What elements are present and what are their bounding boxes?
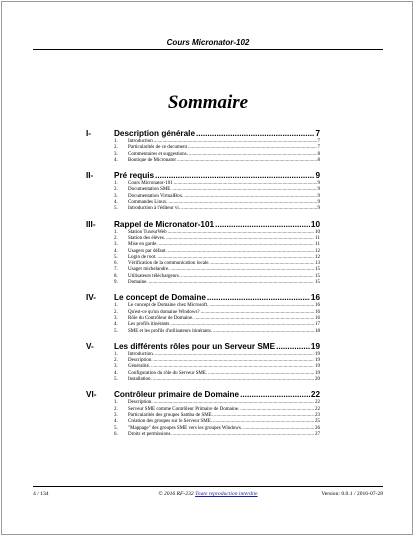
toc-subsection-number: 8. [114, 273, 118, 279]
toc-dot-leader [196, 128, 314, 139]
toc-subsection-page: 9 [317, 187, 320, 193]
toc-subsection-entry[interactable] [86, 280, 320, 286]
toc-subsection-title: Description. [128, 400, 153, 406]
toc-section-title: Le concept de Domaine [114, 293, 206, 303]
toc-subsection-page: 16 [315, 303, 320, 309]
toc-subsection-page: 12 [315, 248, 320, 254]
toc-subsection-title: Description. [128, 358, 153, 364]
toc-subsection-title: Login de root. [128, 254, 157, 260]
footer-rule [33, 486, 383, 487]
toc-subsection-page: 15 [315, 273, 320, 279]
toc-subsection-title: Création des groupes sur le Serveur SME. [128, 419, 213, 425]
toc-subsection-page: 11 [315, 242, 320, 248]
toc-subsection-number: 2. [114, 145, 118, 151]
toc-subsection-title: "Mappage" des groupes SME vers les groupes Windows. [128, 425, 243, 431]
toc-subsection-title: Introduction. [128, 351, 154, 357]
toc-subsection-title: Usager michelandre. [128, 267, 170, 273]
toc-subsection-page: 25 [315, 419, 320, 425]
toc-section-title: Contrôleur primaire de Domaine [114, 390, 240, 400]
toc-dot-leader [155, 170, 314, 181]
toc-subsection-number: 4. [114, 370, 118, 376]
toc-subsection-number: 4. [114, 157, 118, 163]
toc-subsection-page: 19 [315, 370, 320, 376]
toc-subsection-title: Introduction à l'éditeur vi. [128, 206, 180, 212]
toc-subsection-number: 4. [114, 322, 118, 328]
toc-section-title: Les différents rôles pour un Serveur SME [114, 341, 276, 351]
toc-subsection-number: 1. [114, 351, 118, 357]
toc-subsection-page: 9 [317, 193, 320, 199]
toc-subsection-number: 3. [114, 315, 118, 321]
toc-section-page: 19 [310, 341, 320, 351]
toc-dot-leader [181, 206, 317, 212]
toc-dot-leader [149, 280, 314, 286]
toc-section-entry[interactable] [86, 292, 320, 303]
toc-subsection-number: 1. [114, 400, 118, 406]
toc-section-number: VI- [86, 390, 97, 400]
toc-subsection-number: 4. [114, 248, 118, 254]
toc-section [86, 128, 320, 164]
toc-subsection-title: Boutique de Micronator [128, 157, 177, 163]
toc-section-entry[interactable] [86, 170, 320, 181]
toc-subsection-number: 5. [114, 328, 118, 334]
toc-subsection-title: Domaine. [128, 280, 148, 286]
toc-section [86, 219, 320, 287]
toc-subsection-entry[interactable] [86, 206, 320, 212]
toc-subsection-entry[interactable] [86, 158, 320, 164]
toc-dot-leader [240, 389, 310, 400]
toc-subsection-number: 3. [114, 151, 118, 157]
toc-subsection-number: 3. [114, 193, 118, 199]
toc-section-title: Rappel de Micronator-101 [114, 219, 215, 229]
toc-subsection-title: Usagers par défaut. [128, 248, 167, 254]
toc-dot-leader [173, 432, 314, 438]
toc-subsection-page: 15 [315, 280, 320, 286]
toc-subsection-title: Cours Micronator-101 [128, 181, 173, 187]
toc-subsection-number: 1. [114, 181, 118, 187]
toc-section-number: III- [86, 219, 96, 229]
toc-subsection-title: Configuration du rôle du Serveur SME. [128, 370, 208, 376]
toc-subsection-number: 2. [114, 406, 118, 412]
toc-subsection-number: 5. [114, 254, 118, 260]
toc-subsection-page: 16 [315, 309, 320, 315]
toc-subsection-page: 17 [315, 322, 320, 328]
toc-subsection-title: Commentaires et suggestions. [128, 151, 188, 157]
toc-subsection-title: Les profils itinérants [128, 322, 170, 328]
toc-dot-leader [215, 219, 310, 230]
toc-section-page: 7 [315, 129, 320, 138]
toc-subsection-number: 5. [114, 425, 118, 431]
footer-version: Version: 0.0.1 / 2016-07-28 [321, 491, 383, 497]
toc-subsection-title: Particularités de ce document [128, 145, 188, 151]
toc-section-title: Pré requis [114, 171, 155, 181]
toc-section-title: Description générale [114, 129, 195, 138]
toc-section-page: 16 [310, 293, 320, 303]
toc-subsection-title: Le concept de Domaine chez Microsoft. [128, 303, 209, 309]
toc-subsection-number: 5. [114, 377, 118, 383]
toc-section-number: V- [86, 341, 94, 351]
toc-subsection-page: 9 [317, 200, 320, 206]
header-rule [33, 49, 383, 50]
toc-subsection-title: Droits et permissions. [128, 431, 172, 437]
toc-subsection-number: 6. [114, 261, 118, 267]
toc-subsection-number: 2. [114, 235, 118, 241]
toc-subsection-page: 7 [317, 139, 320, 144]
reproduction-notice-link[interactable]: Toute reproduction interdite [195, 491, 258, 497]
toc-subsection-title: Rôle du Contrôleur de Domaine. [128, 315, 194, 321]
toc-subsection-number: 4. [114, 419, 118, 425]
toc-subsection-page: 13 [315, 261, 320, 267]
toc-subsection-page: 12 [315, 254, 320, 260]
page-footer [33, 490, 383, 499]
toc-section-number: II- [86, 171, 94, 181]
toc-section-page: 9 [315, 171, 320, 181]
running-header: Cours Micronator-102 [166, 38, 250, 47]
toc-subsection-page: 16 [315, 315, 320, 321]
toc-section-entry[interactable] [86, 219, 320, 230]
page-title: Sommaire [167, 92, 249, 113]
toc-section [86, 389, 320, 438]
toc-subsection-title: SME et les profils d'utilisateurs itinérants. [128, 328, 212, 334]
toc-subsection-page: 26 [315, 425, 320, 431]
toc-subsection-page: 15 [315, 267, 320, 273]
toc-subsection-title: Particularités des groupes Samba de SME. [128, 412, 213, 418]
toc-dot-leader [153, 377, 314, 383]
toc-dot-leader [177, 158, 316, 164]
toc-dot-leader [276, 341, 310, 352]
toc-subsection-number: 2. [114, 309, 118, 315]
toc-subsection-number: 3. [114, 412, 118, 418]
toc-section-number: IV- [86, 293, 97, 303]
toc-subsection-title: Utilisateurs téléchargeurs. [128, 273, 181, 279]
toc-subsection-number: 2. [114, 358, 118, 364]
toc-subsection-number: 1. [114, 139, 118, 144]
toc-subsection-title: Station des élèves. [128, 235, 166, 241]
toc-section [86, 292, 320, 334]
toc-dot-leader [213, 329, 314, 335]
toc-subsection-page: 7 [317, 145, 320, 151]
toc-subsection-title: Station TuxeurWeb [128, 229, 167, 235]
toc-subsection-title: Vérification de la communication locale. [128, 261, 210, 267]
toc-subsection-title: Qu'est-ce qu'un domaine Windows? [128, 309, 200, 315]
toc-subsection-number: 2. [114, 187, 118, 193]
toc-subsection-page: 19 [315, 364, 320, 370]
toc-subsection-page: 9 [317, 206, 320, 212]
toc-subsection-entry[interactable] [86, 329, 320, 335]
toc-subsection-number: 9. [114, 280, 118, 286]
toc-section-entry[interactable] [86, 389, 320, 400]
toc-subsection-number: 3. [114, 364, 118, 370]
toc-subsection-title: Documentation VirtualBox. [128, 193, 184, 199]
toc-subsection-title: Serveur SME comme Contrôleur Primaire de Domaine. [128, 406, 240, 412]
toc-subsection-page: 8 [317, 151, 320, 157]
toc-subsection-page: 8 [317, 157, 320, 163]
toc-section-page: 22 [310, 390, 320, 400]
toc-subsection-page: 27 [315, 431, 320, 437]
toc-section-page: 10 [310, 219, 320, 229]
toc-subsection-title: Généralité. [128, 364, 151, 370]
toc-section-entry[interactable] [86, 341, 320, 352]
toc-subsection-number: 3. [114, 242, 118, 248]
toc-section [86, 341, 320, 383]
toc-subsection-page: 11 [315, 235, 320, 241]
footer-page-number: 4 / 134 [33, 491, 49, 497]
copyright-text: © 2016 RF-232 [158, 491, 194, 497]
toc-subsection-page: 23 [315, 412, 320, 418]
toc-subsection-number: 7. [114, 267, 118, 273]
toc-subsection-number: 1. [114, 229, 118, 235]
toc-subsection-title: Introduction [128, 139, 153, 144]
toc-subsection-entry[interactable] [86, 432, 320, 438]
toc-subsection-page: 20 [315, 377, 320, 383]
table-of-contents [86, 128, 320, 444]
toc-subsection-page: 10 [315, 229, 320, 235]
toc-subsection-page: 22 [315, 400, 320, 406]
toc-subsection-page: 18 [315, 328, 320, 334]
toc-subsection-number: 6. [114, 431, 118, 437]
toc-subsection-page: 19 [315, 351, 320, 357]
toc-section-entry[interactable] [86, 128, 320, 139]
toc-subsection-page: 19 [315, 358, 320, 364]
toc-subsection-title: Installation. [128, 377, 152, 383]
toc-subsection-number: 5. [114, 206, 118, 212]
toc-subsection-title: Mise en garde. [128, 242, 158, 248]
toc-subsection-title: Documentation SME. [128, 187, 172, 193]
toc-section-number: I- [86, 129, 92, 138]
toc-subsection-title: Commandes Linux. [128, 200, 168, 206]
toc-dot-leader [207, 292, 310, 303]
toc-subsection-number: 4. [114, 200, 118, 206]
toc-subsection-number: 1. [114, 303, 118, 309]
toc-subsection-entry[interactable] [86, 377, 320, 383]
toc-subsection-page: 22 [315, 406, 320, 412]
toc-section [86, 170, 320, 212]
toc-subsection-page: 9 [317, 181, 320, 187]
